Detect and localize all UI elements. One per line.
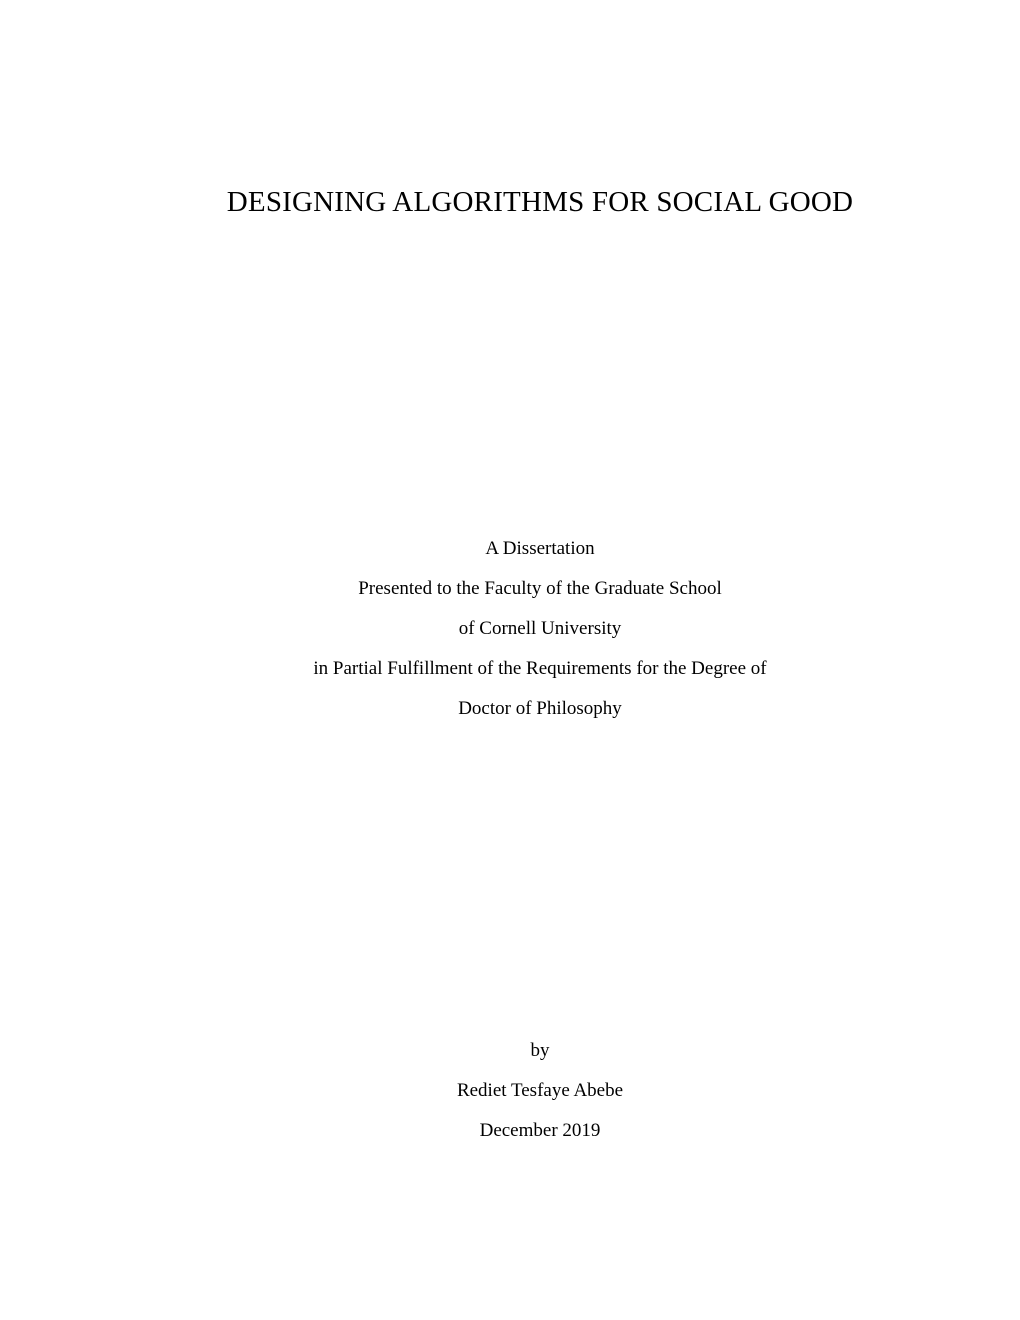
submission-date: December 2019 — [479, 1120, 601, 1141]
fulfillment-line: in Partial Fulfillment of the Requirements for the Degree of — [313, 658, 767, 679]
by-label: by — [530, 1040, 550, 1061]
degree-line: Doctor of Philosophy — [458, 698, 622, 719]
presented-to-line: Presented to the Faculty of the Graduate School — [358, 578, 722, 599]
document-type: A Dissertation — [485, 538, 595, 559]
university-line: of Cornell University — [458, 618, 622, 639]
author-name: Rediet Tesfaye Abebe — [456, 1080, 624, 1101]
dissertation-title: DESIGNING ALGORITHMS FOR SOCIAL GOOD — [226, 186, 854, 218]
